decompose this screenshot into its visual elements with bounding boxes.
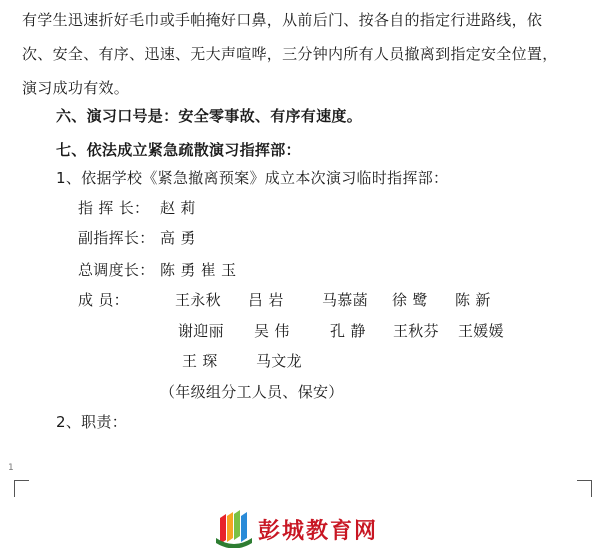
member-name: 马慕菡 [322, 291, 368, 309]
book-icon [212, 508, 256, 548]
member-name: 陈 新 [455, 291, 491, 309]
member-name: 王 琛 [182, 352, 218, 370]
page-number: 1 [8, 463, 14, 473]
intro-line-1: 有学生迅速折好毛巾或手帕掩好口鼻，从前后门、按各自的指定行进路线，依 [22, 11, 543, 29]
watermark-logo [212, 508, 402, 548]
member-name: 吴 伟 [254, 322, 290, 340]
member-name: 王永秋 [175, 291, 221, 309]
chief-dispatcher-names: 陈 勇 崔 玉 [160, 261, 237, 279]
member-name: 徐 鹭 [392, 291, 428, 309]
member-name: 王媛媛 [458, 322, 504, 340]
commander-name: 赵 莉 [160, 199, 196, 217]
chief-dispatcher-label: 总调度长： [78, 261, 155, 279]
page-corner-mark-left [14, 480, 29, 497]
member-name: 王秋芬 [393, 322, 439, 340]
members-note: （年级组分工人员、保安） [160, 383, 344, 401]
commander-label: 指 挥 长： [78, 199, 150, 217]
item-1-text: 1、依据学校《紧急撤离预案》成立本次演习临时指挥部： [56, 169, 449, 187]
item-2-text: 2、职责： [56, 413, 128, 431]
watermark-text: 彭城教育网 [258, 519, 379, 544]
section-6-heading: 六、演习口号是：安全零事故、有序有速度。 [56, 107, 363, 125]
intro-line-2: 次、安全、有序、迅速、无大声喧哗，三分钟内所有人员撤离到指定安全位置， [22, 45, 558, 63]
member-name: 孔 静 [330, 322, 366, 340]
vice-commander-name: 高 勇 [160, 229, 196, 247]
members-label: 成 员： [78, 291, 129, 309]
vice-commander-label: 副指挥长： [78, 229, 155, 247]
member-name: 马文龙 [256, 352, 302, 370]
page-corner-mark-right [577, 480, 592, 497]
section-7-heading: 七、依法成立紧急疏散演习指挥部： [56, 141, 301, 159]
intro-line-3: 演习成功有效。 [22, 79, 130, 97]
member-name: 谢迎丽 [178, 322, 224, 340]
member-name: 吕 岩 [248, 291, 284, 309]
